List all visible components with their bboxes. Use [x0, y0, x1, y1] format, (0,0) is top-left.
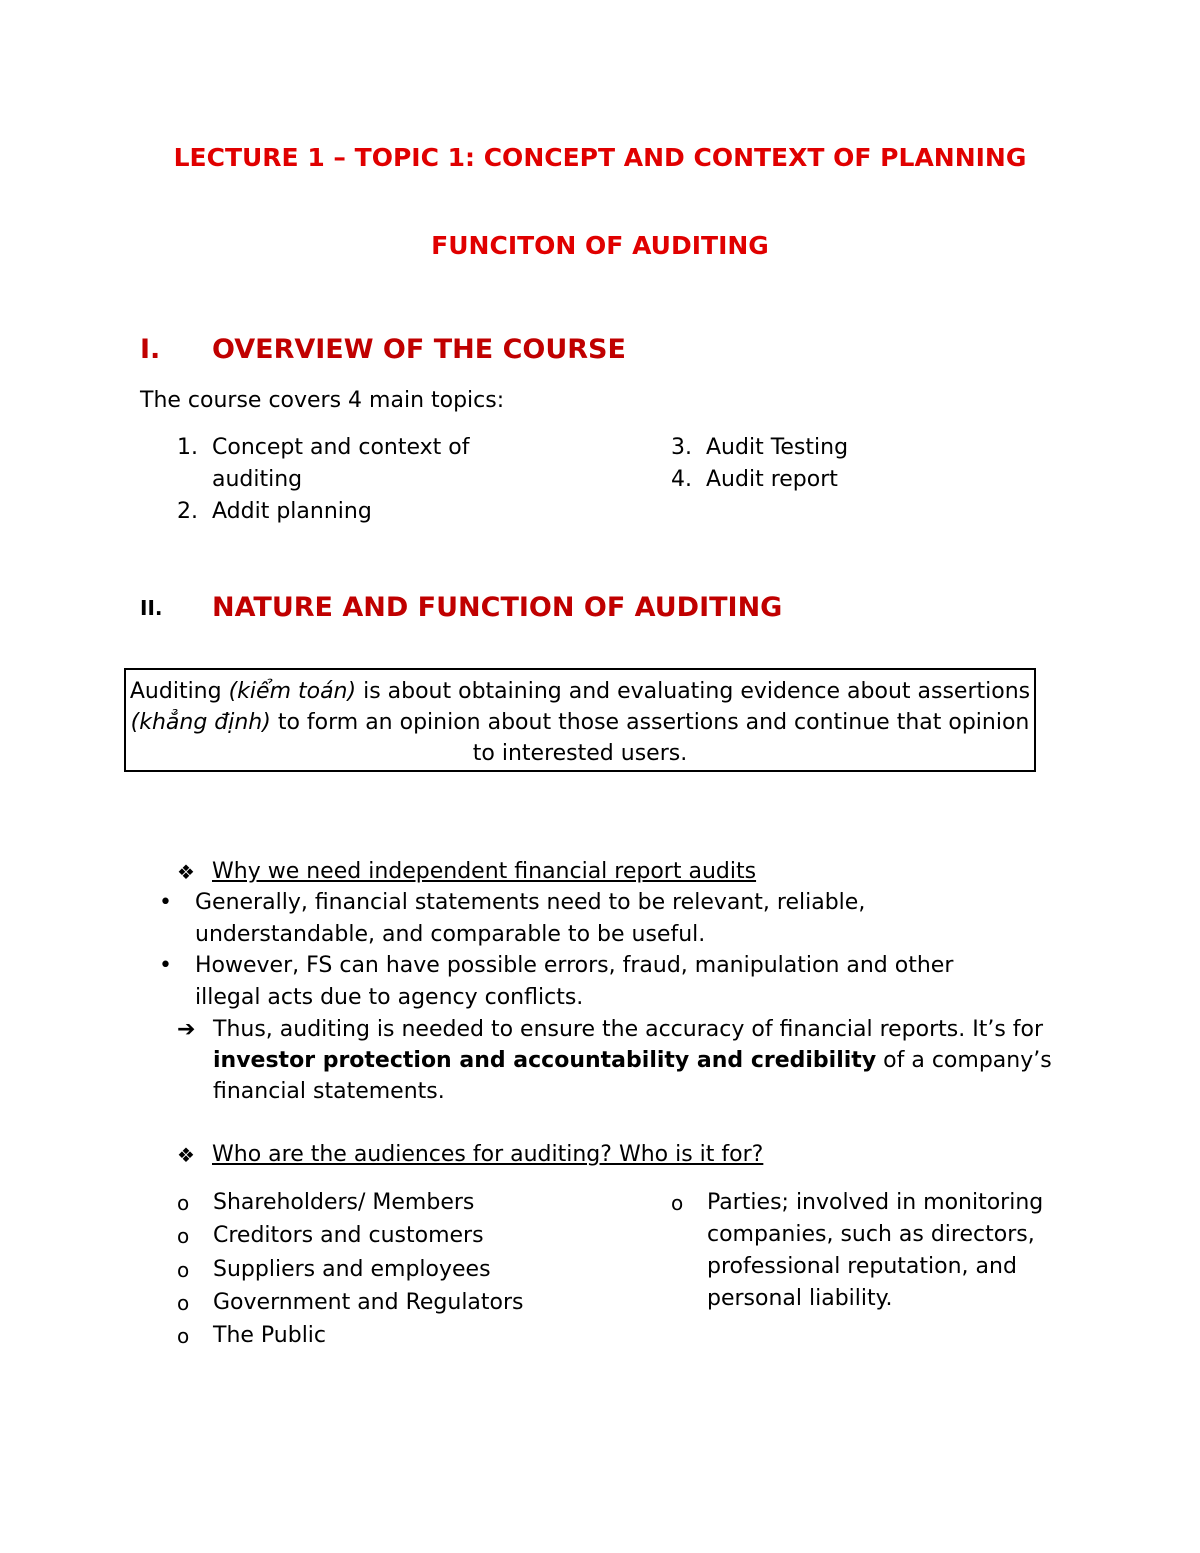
- circle-bullet-icon: o: [177, 1224, 190, 1248]
- who-question: Who are the audiences for auditing? Who is it for?: [212, 1142, 764, 1167]
- diamond-bullet-icon: ❖: [177, 1143, 195, 1167]
- audience-text: Government and Regulators: [213, 1290, 524, 1315]
- circle-bullet-icon: o: [177, 1291, 190, 1315]
- audience-text: Shareholders/ Members: [213, 1190, 475, 1215]
- diamond-bullet-icon: ❖: [177, 860, 195, 884]
- definition-box: [124, 668, 1036, 772]
- conclusion-text: of a company’s financial statements.: [213, 1048, 1052, 1104]
- list-text: Audit report: [706, 467, 838, 492]
- definition-text: to form an opinion about those assertions and continue that opinion to interested users.: [270, 710, 1030, 766]
- list-number: 3.: [671, 435, 692, 460]
- why-question: Why we need independent financial report audits: [212, 859, 757, 884]
- list-text: Concept and context of auditing: [212, 435, 470, 492]
- conclusion-text: Thus, auditing is needed to ensure the accuracy of financial reports. It’s for: [213, 1017, 1044, 1042]
- section-1-title: OVERVIEW OF THE COURSE: [212, 334, 626, 365]
- list-number: 1.: [177, 435, 198, 460]
- list-number: 2.: [177, 499, 198, 524]
- bullet-icon: •: [159, 953, 172, 978]
- bullet-icon: •: [159, 890, 172, 915]
- bullet-text: Generally, financial statements need to be relevant, reliable, understandable, and comparable to be useful.: [195, 890, 866, 947]
- definition-term: (kiểm toán): [228, 679, 357, 704]
- circle-bullet-icon: o: [177, 1191, 190, 1215]
- list-number: 4.: [671, 467, 692, 492]
- definition-text: Auditing: [129, 679, 229, 704]
- definition-text: is about obtaining and evaluating evidence about assertions: [356, 679, 1031, 704]
- section-2-title: NATURE AND FUNCTION OF AUDITING: [212, 592, 783, 623]
- document-title: LECTURE 1 – TOPIC 1: CONCEPT AND CONTEXT OF PLANNING: [173, 143, 1027, 172]
- section-2-number: II.: [140, 596, 163, 620]
- course-intro: The course covers 4 main topics:: [140, 388, 505, 413]
- audience-text: Suppliers and employees: [213, 1257, 491, 1282]
- arrow-right-icon: ➔: [177, 1017, 196, 1042]
- circle-bullet-icon: o: [177, 1324, 190, 1348]
- definition-term: (khẳng định): [130, 710, 271, 735]
- audience-text: The Public: [213, 1323, 327, 1348]
- circle-bullet-icon: o: [177, 1258, 190, 1282]
- list-text: Addit planning: [212, 499, 372, 524]
- parties-text: Parties; involved in monitoring companies, such as directors, professional reputation, and personal liability.: [707, 1190, 1044, 1311]
- section-1-number: I.: [140, 334, 161, 365]
- document-subtitle: FUNCITON OF AUDITING: [431, 231, 769, 260]
- circle-bullet-icon: o: [671, 1191, 684, 1215]
- bullet-text: However, FS can have possible errors, fraud, manipulation and other illegal acts due to agency conflicts.: [195, 953, 954, 1010]
- audience-text: Creditors and customers: [213, 1223, 484, 1248]
- list-text: Audit Testing: [706, 435, 849, 460]
- conclusion-emphasis: investor protection and accountability and credibility: [213, 1048, 877, 1073]
